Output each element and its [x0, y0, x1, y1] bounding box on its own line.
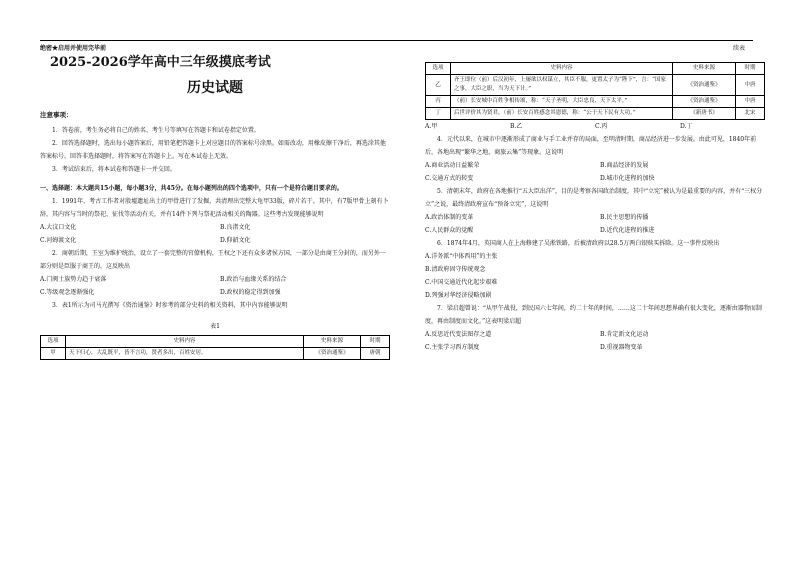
table-cell: 后世评价其为贤君，（前）长安百姓感念其恩德，称：“公于天下民有大功。”: [451, 108, 673, 120]
option[interactable]: B.商品经济的发展: [600, 162, 649, 169]
option[interactable]: C.交通方式的转变: [425, 175, 474, 182]
question-2: 2．商朝后期，王室为维护统治，设立了一套完整的官僚机构，王权之下还有众多诸侯方国，一部分是由商王分封的，而另外一部分则是臣服于商王的。这反映出: [40, 250, 386, 270]
table-header: 史料来源: [673, 63, 736, 75]
question-5-options: [425, 211, 765, 237]
table-header: 时期: [361, 336, 390, 348]
question-7: 7．梁启超曾说：“从甲午战役，到民国六七年间，约二十年的时间，……这二十年间思想界确有很大变化，逐渐由器物而制度，再由制度而文化。”这表明梁启超: [425, 305, 762, 325]
left-column: [40, 52, 390, 360]
table-header: 史料内容: [66, 336, 304, 348]
question-4-options: [425, 159, 765, 185]
option[interactable]: B.良渚文化: [220, 224, 251, 231]
table-row: [426, 75, 765, 96]
question-5: 5．清朝末年，政府在各地推行“五大臣出洋”，目的是考察各国政治制度，其中“立宪”被认为是最重要的内容，并有“三权分立”之说，最终清政府宣布“预备立宪”，这说明: [425, 188, 763, 208]
option[interactable]: A.政治体制的变革: [425, 214, 474, 221]
question-6-options: [425, 250, 765, 302]
top-rule: [40, 40, 753, 41]
table-row: [426, 108, 765, 120]
option[interactable]: A.大汶口文化: [40, 224, 77, 231]
table-caption: 表1: [210, 323, 220, 330]
table-cell: 《资治通鉴》: [304, 348, 361, 360]
option[interactable]: C.河姆渡文化: [40, 237, 77, 244]
table-header: 选项: [426, 63, 451, 75]
option[interactable]: C.主张学习西方制度: [425, 344, 480, 351]
option[interactable]: C.中国交通近代化起步艰难: [425, 279, 498, 286]
option[interactable]: D.丁: [680, 123, 693, 130]
table-cell: 《资治通鉴》: [673, 75, 736, 96]
option[interactable]: D.仰韶文化: [220, 237, 251, 244]
table-header: 选项: [41, 336, 66, 348]
option[interactable]: D.政权的稳定得到加强: [220, 289, 281, 296]
option[interactable]: A.反思近代变法图存之道: [425, 331, 492, 338]
notice-item: 1．答卷前，考生务必将自己的姓名、考生号等填写在答题卡和试卷指定位置。: [52, 127, 260, 134]
option[interactable]: B.肯定新文化运动: [600, 331, 649, 338]
table-header: 史料内容: [451, 63, 673, 75]
option[interactable]: A.洋务派“中体西用”的主张: [425, 253, 498, 260]
question-1-options: [40, 221, 390, 247]
option[interactable]: A.甲: [425, 123, 438, 130]
option[interactable]: C.等级观念逐渐强化: [40, 289, 95, 296]
table-cell: 天下归心，大乱既平，皆不言功，贤者多出，百姓安居。: [66, 348, 304, 360]
table-row: [41, 348, 390, 360]
continued-label: 续表: [732, 45, 745, 52]
secret-mark: 绝密★启用并使用完毕前: [40, 45, 107, 52]
option[interactable]: C.丙: [595, 123, 608, 130]
table-cell: 乙: [426, 75, 451, 96]
table-header: 时期: [736, 63, 765, 75]
subject-title: 历史试题: [187, 80, 243, 96]
table-cell: 北宋: [736, 108, 765, 120]
notice-item: 3．考试结束后，将本试卷和答题卡一并交回。: [52, 166, 176, 173]
question-2-options: [40, 273, 390, 299]
section-heading: 一、选择题：本大题共15小题，每小题3分，共45分。在每小题列出的四个选项中，只有一个是符合题目要求的。: [40, 185, 343, 192]
option[interactable]: D.近代化进程的推进: [600, 227, 655, 234]
table-cell: 《新唐书》: [673, 108, 736, 120]
table-cell: 齐王即位（前）后汉初年，上屡欲以权谋立，其臣不服，更置太子为“陛下”，言：“国家之事，大臣之职，当为天下计。”: [451, 75, 673, 96]
continued-table: [425, 62, 765, 120]
option[interactable]: C.人民群众的觉醒: [425, 227, 474, 234]
question-3: 3．表1所示为司马光撰写《资治通鉴》时参考的部分史料的相关资料，其中内容能够说明: [52, 302, 288, 309]
table-cell: 中唐: [736, 96, 765, 108]
option[interactable]: B.乙: [510, 123, 523, 130]
option[interactable]: D.城市化进程的加快: [600, 175, 655, 182]
table-header: 史料来源: [304, 336, 361, 348]
option[interactable]: B.清政府固守传统观念: [425, 266, 486, 273]
question-7-options: [425, 328, 765, 354]
table-cell: 《资治通鉴》: [673, 96, 736, 108]
question-3-options: [425, 120, 765, 133]
table-cell: 丁: [426, 108, 451, 120]
option[interactable]: D.列强对华经济侵略加剧: [425, 292, 492, 299]
option[interactable]: B.民主思想的传播: [600, 214, 649, 221]
option[interactable]: B.政治与血缘关系的结合: [220, 276, 287, 283]
question-1: 1．1991年，考古工作者对殷墟遗址出土的甲骨进行了发掘，共清理出完整大龟甲33版，碎片若干。其中，有7版甲骨上刻有卜辞，其内容与当时的祭祀、征伐等活动有关，并有14件下列与祭祀活动相关的陶器。这些考古发现能够说明: [40, 198, 389, 218]
question-4: 4．元代以来，在城市中逐渐形成了商业与手工业并存的局面，至明清时期，商品经济进一步发展。由此可见，1840年前后，各地出现“繁华之地，商旅云集”等现象。这说明: [425, 136, 757, 156]
table-row: [426, 96, 765, 108]
right-column: [425, 52, 765, 354]
table-cell: 唐朝: [361, 348, 390, 360]
notice-item: 2．回答选择题时，选出每小题答案后，用铅笔把答题卡上对应题目的答案标号涂黑。如需改动，用橡皮擦干净后，再选涂其他答案标号。回答非选择题时，将答案写在答题卡上。写在本试卷上无效。: [40, 140, 386, 160]
option[interactable]: D.重视器物变革: [600, 344, 643, 351]
question-6: 6．1874年4月，英国商人在上海修建了吴淞铁路，后被清政府以28.5万两白银赎买拆除。这一事件反映出: [437, 240, 720, 247]
option[interactable]: A.商业活动日益繁荣: [425, 162, 480, 169]
notice-title: 注意事项：: [40, 111, 73, 119]
table-cell: 甲: [41, 348, 66, 360]
source-table: [40, 335, 390, 360]
table-cell: 中唐: [736, 75, 765, 96]
table-cell: （前）长安城中百姓争相传颂，称：“天子圣明，大臣忠良，天下太平。”: [451, 96, 673, 108]
option[interactable]: A.门阀士族势力趋于衰落: [40, 276, 107, 283]
exam-title: 2025-2026学年高中三年级摸底考试: [50, 55, 271, 70]
table-cell: 丙: [426, 96, 451, 108]
